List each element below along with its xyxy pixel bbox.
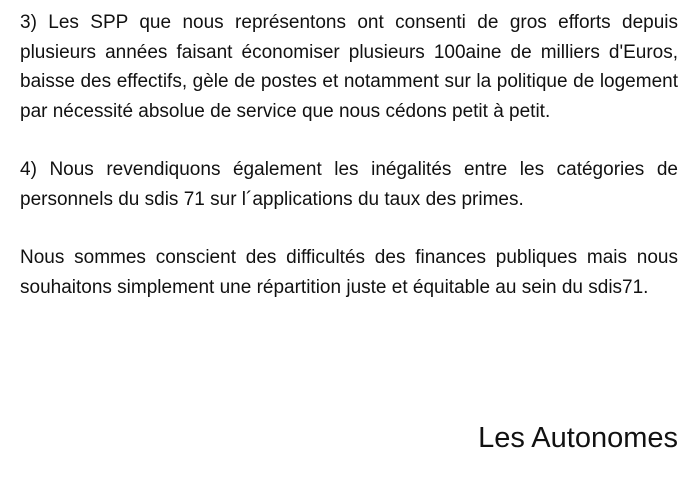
paragraph-conclusion: Nous sommes conscient des difficultés des finances publiques mais nous souhaitons simplement une répartition juste et équitable au sein du sdis71. — [20, 247, 678, 298]
signature: Les Autonomes — [478, 422, 678, 454]
paragraph-point-4: 4) Nous revendiquons également les inégalités entre les catégories de personnels du sdis 71 sur l´applications du taux des primes. — [20, 159, 678, 210]
document-body — [20, 8, 678, 331]
paragraph-point-3: 3) Les SPP que nous représentons ont consenti de gros efforts depuis plusieurs années faisant économiser plusieurs 100aine de milliers d'Euros, baisse des effectifs, gèle de postes et notamment sur la politique de logement par nécessité absolue de service que nous cédons petit à petit. — [20, 12, 678, 122]
